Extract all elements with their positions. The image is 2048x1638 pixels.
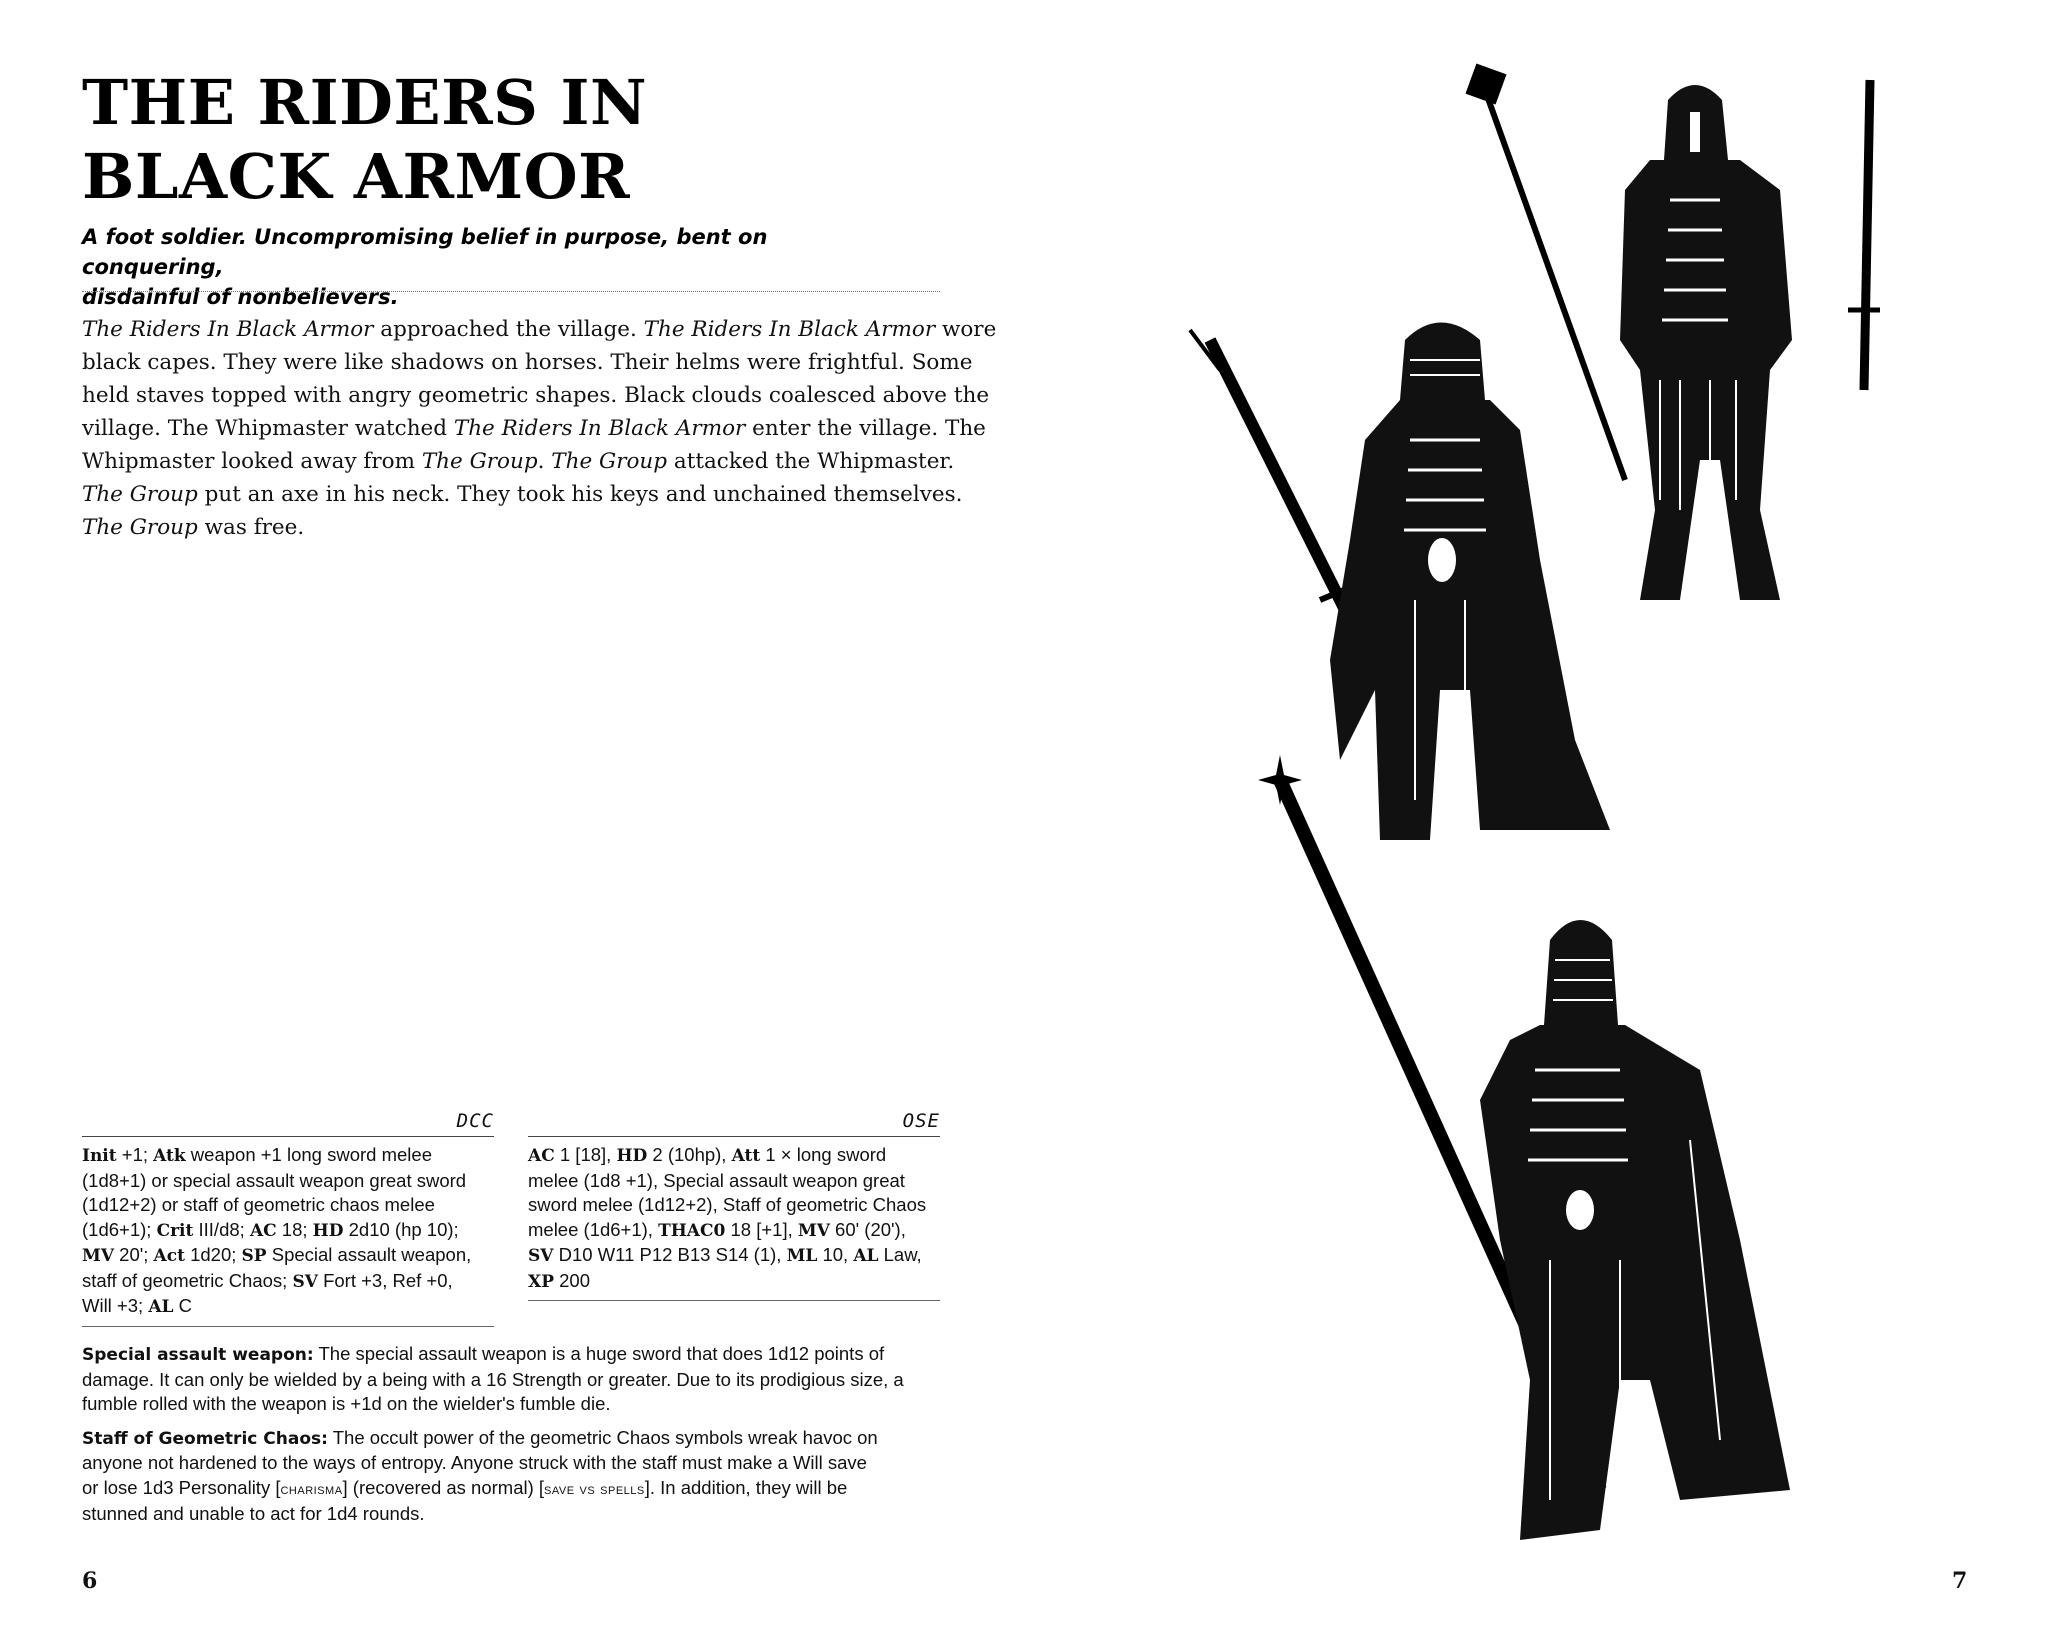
ability-name: Special assault weapon:	[82, 1345, 314, 1365]
stat-key: AL	[148, 1297, 174, 1317]
dotted-divider	[82, 291, 940, 292]
stat-value: 1 × long sword	[760, 1144, 887, 1165]
special-abilities	[82, 1342, 962, 1536]
ability-text: The special assault weapon is a huge sword that does 1d12 points of	[313, 1343, 885, 1364]
stat-value: 1d20;	[184, 1244, 242, 1265]
story-italic: The Group	[551, 449, 668, 474]
stat-value: 18;	[276, 1218, 313, 1240]
story-text: was free.	[197, 515, 305, 540]
stat-key: Atk	[153, 1146, 186, 1166]
story-text: attacked the Whipmaster.	[667, 449, 955, 474]
stat-value: (1d6+1);	[82, 1218, 157, 1240]
stat-line	[528, 1143, 940, 1169]
stat-value: melee (1d6+1),	[528, 1218, 659, 1240]
stat-value: 1 [18],	[554, 1144, 617, 1165]
story-italic: The Riders In Black Armor	[643, 317, 936, 342]
stat-key: AC	[249, 1220, 277, 1241]
story-text: village. The Whipmaster watched	[82, 416, 454, 441]
stat-key: XP	[528, 1271, 554, 1292]
dcc-stats	[82, 1137, 494, 1327]
stat-line	[82, 1269, 494, 1295]
stat-key: ML	[786, 1246, 818, 1266]
stat-key: THAC0	[658, 1220, 726, 1241]
ability-text: or lose 1d3 Personality [	[82, 1476, 281, 1498]
stat-value: +1;	[116, 1144, 154, 1165]
stat-line: (1d12+2) or staff of geometric chaos melee	[82, 1194, 435, 1215]
stat-line	[82, 1294, 494, 1320]
story-line: held staves topped with angry geometric shapes. Black clouds coalesced above the	[82, 383, 990, 408]
page-number-right: 7	[1952, 1568, 1968, 1594]
ability-line: fumble rolled with the weapon is +1d on the wielder's fumble die.	[82, 1393, 611, 1414]
stat-value: Will +3;	[82, 1295, 149, 1316]
ose-stats	[528, 1137, 940, 1301]
stat-key: MV	[82, 1246, 115, 1266]
stat-key: AC	[528, 1146, 555, 1166]
page-number-left: 6	[82, 1568, 98, 1594]
stat-key: Crit	[156, 1220, 194, 1241]
stat-value: staff of geometric Chaos;	[82, 1269, 293, 1291]
stat-line: (1d8+1) or special assault weapon great sword	[82, 1169, 467, 1191]
story-line	[82, 412, 986, 445]
stat-value: D10 W11 P12 B13 S14 (1),	[553, 1244, 787, 1265]
ability-line: anyone not hardened to the ways of entropy. Anyone struck with the staff must make a Will save	[82, 1452, 867, 1473]
stat-key: Init	[82, 1146, 117, 1166]
title-line-2: BLACK ARMOR	[82, 140, 631, 213]
stat-key: HD	[312, 1220, 344, 1241]
stat-value: Fort +3, Ref +0,	[317, 1269, 453, 1291]
ose-statblock	[528, 1108, 940, 1301]
stat-key: Act	[153, 1246, 185, 1266]
story-italic: The Group	[82, 515, 198, 540]
stat-value: 2 (10hp),	[647, 1144, 732, 1165]
stat-key: SV	[292, 1271, 318, 1292]
knight-with-sword-icon	[1190, 323, 1610, 841]
stat-value: 2d10 (hp 10);	[343, 1218, 459, 1240]
page-title	[82, 66, 782, 214]
stat-key: HD	[616, 1146, 648, 1166]
tagline	[82, 222, 882, 312]
title-line-1: THE RIDERS IN	[82, 66, 648, 139]
stat-value: 20';	[114, 1244, 154, 1265]
stat-line	[82, 1243, 494, 1269]
stat-line: sword melee (1d12+2), Staff of geometric Chaos	[528, 1194, 927, 1215]
stat-line	[528, 1218, 940, 1244]
stat-value: 18 [+1],	[725, 1218, 798, 1240]
ability-line: stunned and unable to act for 1d4 rounds.	[82, 1503, 425, 1524]
stat-value: 200	[553, 1269, 590, 1291]
ability-text: ] (recovered as normal) [	[342, 1476, 545, 1498]
stat-value: 10,	[817, 1244, 854, 1265]
story-text: .	[537, 449, 552, 474]
ability-name: Staff of Geometric Chaos:	[82, 1428, 328, 1449]
story-italic: The Riders In Black Armor	[82, 317, 374, 342]
ability-special-assault-weapon	[82, 1342, 962, 1417]
story-line	[82, 445, 955, 478]
stat-value: weapon +1 long sword melee	[185, 1144, 432, 1165]
dcc-statblock	[82, 1108, 494, 1327]
ose-header: OSE	[528, 1108, 940, 1137]
stat-line	[82, 1143, 494, 1169]
stat-value: Special assault weapon,	[266, 1244, 472, 1265]
tagline-line-1: A foot soldier. Uncompromising belief in purpose, bent on conquering,	[82, 225, 768, 279]
story-line	[82, 511, 952, 544]
story-italic: The Riders In Black Armor	[453, 416, 746, 441]
story-line	[82, 478, 963, 511]
ability-line	[82, 1342, 962, 1368]
ability-staff-of-geometric-chaos	[82, 1426, 962, 1527]
story-text: put an axe in his neck. They took his keys and unchained themselves.	[197, 482, 963, 507]
tagline-line-2: disdainful of nonbelievers.	[82, 285, 399, 309]
ability-line: damage. It can only be wielded by a being with a 16 Strength or greater. Due to its prodigious size, a	[82, 1368, 904, 1390]
story-line	[82, 313, 997, 346]
knights-illustration	[1180, 40, 1880, 1570]
ability-text: The occult power of the geometric Chaos symbols wreak havoc on	[327, 1426, 878, 1448]
story-text: enter the village. The	[745, 416, 986, 441]
stat-line: melee (1d8 +1), Special assault weapon great	[528, 1169, 905, 1191]
ability-line	[82, 1476, 962, 1503]
stat-value: III/d8;	[193, 1218, 250, 1240]
ability-smallcaps: save vs spells	[544, 1480, 645, 1498]
stat-key: MV	[797, 1220, 830, 1241]
story-line: black capes. They were like shadows on horses. Their helms were frightful. Some	[82, 350, 973, 375]
stat-key: AL	[853, 1246, 879, 1266]
stat-key: SP	[241, 1246, 267, 1266]
ability-line	[82, 1426, 962, 1452]
story-italic: The Group	[82, 482, 198, 507]
story-italic: The Group	[421, 449, 538, 474]
ability-smallcaps: charisma	[280, 1480, 343, 1498]
stat-value: C	[173, 1295, 192, 1316]
stat-line	[528, 1269, 940, 1295]
stat-line	[528, 1243, 940, 1269]
stat-value: Law,	[878, 1244, 922, 1265]
story-paragraph	[82, 313, 997, 544]
stat-key: Att	[731, 1146, 761, 1166]
story-text: wore	[935, 317, 997, 342]
story-text: approached the village.	[373, 317, 644, 342]
dcc-header: DCC	[82, 1108, 494, 1137]
stat-line	[82, 1218, 494, 1244]
ability-text: ]. In addition, they will be	[644, 1476, 848, 1498]
stat-value: 60' (20'),	[829, 1218, 906, 1240]
knight-with-staff-icon	[1258, 755, 1790, 1540]
stat-key: SV	[528, 1246, 554, 1266]
story-text: Whipmaster looked away from	[82, 449, 422, 474]
